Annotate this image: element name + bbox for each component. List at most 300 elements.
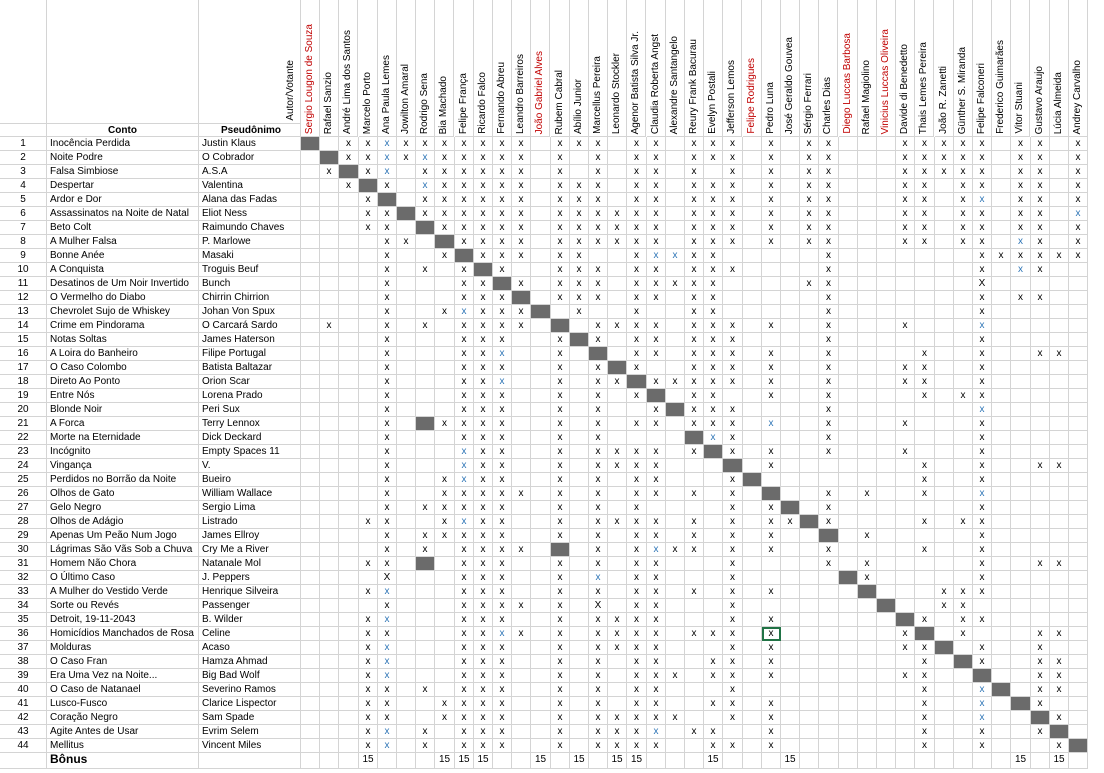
- conto-cell[interactable]: Coração Negro: [47, 711, 199, 725]
- vote-mark[interactable]: x: [685, 179, 704, 193]
- vote-mark[interactable]: x: [551, 655, 570, 669]
- vote-mark[interactable]: x: [704, 319, 723, 333]
- vote-cell[interactable]: [704, 641, 723, 655]
- vote-mark[interactable]: x: [455, 599, 474, 613]
- vote-mark-blue[interactable]: x: [455, 305, 474, 319]
- vote-mark[interactable]: x: [896, 165, 915, 179]
- vote-cell[interactable]: [762, 249, 781, 263]
- vote-cell[interactable]: [1050, 543, 1069, 557]
- vote-cell[interactable]: [1069, 641, 1088, 655]
- vote-cell[interactable]: [512, 669, 531, 683]
- author-own-cell[interactable]: [992, 683, 1011, 697]
- voter-header[interactable]: [819, 0, 838, 137]
- vote-cell[interactable]: [896, 515, 915, 529]
- vote-cell[interactable]: [685, 613, 704, 627]
- vote-cell[interactable]: [570, 655, 589, 669]
- vote-mark[interactable]: x: [762, 711, 781, 725]
- vote-cell[interactable]: [954, 529, 973, 543]
- vote-cell[interactable]: [1069, 669, 1088, 683]
- vote-cell[interactable]: [320, 459, 339, 473]
- vote-cell[interactable]: [397, 669, 416, 683]
- vote-cell[interactable]: [800, 375, 819, 389]
- vote-cell[interactable]: [1069, 319, 1088, 333]
- vote-cell[interactable]: [301, 473, 320, 487]
- vote-cell[interactable]: [800, 669, 819, 683]
- vote-cell[interactable]: [1050, 193, 1069, 207]
- vote-mark[interactable]: x: [455, 431, 474, 445]
- vote-mark[interactable]: x: [455, 739, 474, 753]
- column-header-pseudonimo[interactable]: Pseudônimo: [199, 124, 301, 137]
- vote-cell[interactable]: [359, 459, 378, 473]
- vote-cell[interactable]: [762, 473, 781, 487]
- vote-cell[interactable]: [954, 263, 973, 277]
- vote-cell[interactable]: [935, 249, 954, 263]
- vote-cell[interactable]: [743, 613, 762, 627]
- row-number[interactable]: 22: [0, 431, 47, 445]
- vote-cell[interactable]: [781, 333, 800, 347]
- vote-cell[interactable]: [397, 613, 416, 627]
- vote-cell[interactable]: [992, 403, 1011, 417]
- vote-mark[interactable]: x: [723, 235, 743, 249]
- vote-cell[interactable]: [1011, 445, 1031, 459]
- vote-cell[interactable]: [1011, 711, 1031, 725]
- vote-mark[interactable]: x: [359, 641, 378, 655]
- vote-cell[interactable]: [435, 669, 455, 683]
- vote-mark[interactable]: x: [915, 543, 935, 557]
- vote-mark[interactable]: x: [551, 585, 570, 599]
- vote-mark[interactable]: x: [378, 347, 397, 361]
- vote-mark[interactable]: x: [378, 221, 397, 235]
- vote-cell[interactable]: [570, 361, 589, 375]
- vote-cell[interactable]: [1069, 515, 1088, 529]
- vote-cell[interactable]: [531, 487, 551, 501]
- vote-mark[interactable]: x: [474, 655, 493, 669]
- vote-cell[interactable]: [800, 347, 819, 361]
- vote-mark[interactable]: x: [954, 235, 973, 249]
- vote-mark[interactable]: x: [666, 375, 685, 389]
- vote-mark[interactable]: x: [474, 277, 493, 291]
- vote-cell[interactable]: [954, 725, 973, 739]
- vote-mark[interactable]: x: [359, 627, 378, 641]
- vote-cell[interactable]: [992, 277, 1011, 291]
- vote-mark[interactable]: x: [378, 277, 397, 291]
- author-own-cell[interactable]: [551, 319, 570, 333]
- vote-cell[interactable]: [435, 585, 455, 599]
- vote-mark[interactable]: x: [551, 291, 570, 305]
- vote-cell[interactable]: [935, 501, 954, 515]
- vote-cell[interactable]: [570, 529, 589, 543]
- vote-cell[interactable]: [1069, 333, 1088, 347]
- vote-mark[interactable]: x: [627, 347, 647, 361]
- vote-mark-blue[interactable]: x: [973, 319, 992, 333]
- vote-mark[interactable]: x: [704, 305, 723, 319]
- vote-mark[interactable]: x: [973, 501, 992, 515]
- vote-mark[interactable]: x: [551, 459, 570, 473]
- vote-cell[interactable]: [839, 725, 858, 739]
- vote-mark[interactable]: x: [1031, 725, 1050, 739]
- vote-mark[interactable]: x: [1031, 137, 1050, 151]
- vote-mark[interactable]: x: [704, 235, 723, 249]
- vote-mark[interactable]: x: [1011, 179, 1031, 193]
- vote-cell[interactable]: [416, 627, 435, 641]
- vote-mark[interactable]: x: [435, 165, 455, 179]
- vote-mark[interactable]: x: [627, 179, 647, 193]
- vote-cell[interactable]: [992, 165, 1011, 179]
- voter-header[interactable]: [954, 0, 973, 137]
- vote-cell[interactable]: [762, 263, 781, 277]
- vote-mark[interactable]: x: [762, 697, 781, 711]
- vote-cell[interactable]: [839, 193, 858, 207]
- vote-mark[interactable]: x: [493, 599, 512, 613]
- vote-mark[interactable]: x: [378, 249, 397, 263]
- vote-cell[interactable]: [1011, 305, 1031, 319]
- vote-cell[interactable]: [915, 291, 935, 305]
- vote-mark[interactable]: x: [493, 501, 512, 515]
- bonus-total-cell[interactable]: [877, 753, 896, 769]
- vote-mark[interactable]: x: [723, 431, 743, 445]
- vote-cell[interactable]: [1031, 361, 1050, 375]
- vote-cell[interactable]: [743, 193, 762, 207]
- vote-mark[interactable]: x: [359, 193, 378, 207]
- vote-cell[interactable]: [800, 389, 819, 403]
- vote-mark[interactable]: x: [455, 277, 474, 291]
- vote-mark[interactable]: x: [474, 221, 493, 235]
- vote-cell[interactable]: [819, 599, 839, 613]
- vote-cell[interactable]: [743, 711, 762, 725]
- column-header-conto[interactable]: Conto: [47, 124, 199, 137]
- vote-cell[interactable]: [608, 431, 627, 445]
- vote-cell[interactable]: [359, 501, 378, 515]
- vote-cell[interactable]: [320, 375, 339, 389]
- vote-cell[interactable]: [877, 683, 896, 697]
- vote-mark[interactable]: x: [954, 627, 973, 641]
- vote-mark[interactable]: x: [474, 319, 493, 333]
- vote-cell[interactable]: [339, 263, 359, 277]
- vote-cell[interactable]: [339, 697, 359, 711]
- vote-cell[interactable]: [1069, 557, 1088, 571]
- pseudonimo-cell[interactable]: Passenger: [199, 599, 301, 613]
- vote-cell[interactable]: [839, 403, 858, 417]
- vote-cell[interactable]: [320, 613, 339, 627]
- author-own-cell[interactable]: [935, 641, 954, 655]
- vote-cell[interactable]: [896, 389, 915, 403]
- vote-mark[interactable]: x: [474, 529, 493, 543]
- vote-cell[interactable]: [589, 305, 608, 319]
- vote-cell[interactable]: [339, 725, 359, 739]
- vote-cell[interactable]: [359, 319, 378, 333]
- vote-mark[interactable]: x: [627, 319, 647, 333]
- vote-cell[interactable]: [800, 319, 819, 333]
- vote-mark[interactable]: x: [954, 585, 973, 599]
- vote-cell[interactable]: [992, 501, 1011, 515]
- vote-cell[interactable]: [397, 389, 416, 403]
- vote-mark[interactable]: x: [493, 557, 512, 571]
- vote-mark[interactable]: x: [1069, 235, 1088, 249]
- vote-cell[interactable]: [531, 179, 551, 193]
- vote-cell[interactable]: [320, 515, 339, 529]
- vote-cell[interactable]: [781, 417, 800, 431]
- vote-cell[interactable]: [839, 529, 858, 543]
- voter-header[interactable]: [666, 0, 685, 137]
- vote-mark[interactable]: x: [723, 165, 743, 179]
- row-number[interactable]: 10: [0, 263, 47, 277]
- vote-cell[interactable]: [915, 333, 935, 347]
- vote-mark[interactable]: x: [762, 389, 781, 403]
- vote-cell[interactable]: [877, 347, 896, 361]
- vote-cell[interactable]: [397, 277, 416, 291]
- vote-cell[interactable]: [339, 221, 359, 235]
- vote-mark[interactable]: x: [551, 627, 570, 641]
- vote-cell[interactable]: [320, 557, 339, 571]
- vote-cell[interactable]: [762, 557, 781, 571]
- vote-cell[interactable]: [877, 151, 896, 165]
- vote-cell[interactable]: [1031, 501, 1050, 515]
- vote-mark[interactable]: x: [723, 571, 743, 585]
- vote-cell[interactable]: [608, 137, 627, 151]
- vote-mark[interactable]: x: [915, 459, 935, 473]
- vote-cell[interactable]: [608, 683, 627, 697]
- vote-cell[interactable]: [743, 501, 762, 515]
- vote-cell[interactable]: [954, 375, 973, 389]
- vote-cell[interactable]: [320, 249, 339, 263]
- vote-mark[interactable]: x: [800, 207, 819, 221]
- vote-mark[interactable]: x: [493, 333, 512, 347]
- vote-mark[interactable]: x: [685, 417, 704, 431]
- vote-cell[interactable]: [781, 557, 800, 571]
- vote-mark[interactable]: x: [455, 347, 474, 361]
- vote-cell[interactable]: [781, 137, 800, 151]
- vote-cell[interactable]: [896, 599, 915, 613]
- vote-cell[interactable]: [992, 473, 1011, 487]
- vote-cell[interactable]: [896, 683, 915, 697]
- vote-mark[interactable]: x: [512, 179, 531, 193]
- vote-cell[interactable]: [877, 221, 896, 235]
- vote-mark[interactable]: x: [416, 725, 435, 739]
- vote-cell[interactable]: [877, 193, 896, 207]
- vote-cell[interactable]: [301, 165, 320, 179]
- vote-cell[interactable]: [301, 571, 320, 585]
- vote-cell[interactable]: [839, 697, 858, 711]
- vote-cell[interactable]: [992, 739, 1011, 753]
- vote-cell[interactable]: [935, 389, 954, 403]
- vote-cell[interactable]: [512, 739, 531, 753]
- vote-mark[interactable]: x: [551, 515, 570, 529]
- vote-cell[interactable]: [608, 389, 627, 403]
- voter-header[interactable]: [743, 0, 762, 137]
- vote-mark[interactable]: x: [455, 207, 474, 221]
- vote-cell[interactable]: [512, 501, 531, 515]
- bonus-total-cell[interactable]: [973, 753, 992, 769]
- vote-cell[interactable]: [531, 235, 551, 249]
- vote-mark[interactable]: x: [723, 221, 743, 235]
- row-number[interactable]: 34: [0, 599, 47, 613]
- vote-cell[interactable]: [570, 459, 589, 473]
- vote-mark[interactable]: x: [589, 515, 608, 529]
- vote-cell[interactable]: [704, 571, 723, 585]
- vote-cell[interactable]: [935, 459, 954, 473]
- vote-cell[interactable]: [666, 137, 685, 151]
- vote-mark[interactable]: x: [474, 249, 493, 263]
- vote-mark-blue[interactable]: x: [973, 711, 992, 725]
- vote-cell[interactable]: [1069, 291, 1088, 305]
- vote-cell[interactable]: [1011, 277, 1031, 291]
- vote-mark[interactable]: x: [704, 249, 723, 263]
- vote-mark[interactable]: x: [762, 319, 781, 333]
- vote-mark[interactable]: x: [570, 291, 589, 305]
- conto-cell[interactable]: Beto Colt: [47, 221, 199, 235]
- vote-cell[interactable]: [301, 655, 320, 669]
- vote-cell[interactable]: [704, 613, 723, 627]
- vote-cell[interactable]: [397, 655, 416, 669]
- vote-cell[interactable]: [858, 137, 877, 151]
- vote-cell[interactable]: [685, 739, 704, 753]
- vote-mark[interactable]: x: [455, 165, 474, 179]
- vote-mark[interactable]: x: [627, 445, 647, 459]
- vote-mark[interactable]: x: [378, 697, 397, 711]
- vote-cell[interactable]: [339, 193, 359, 207]
- vote-cell[interactable]: [1069, 263, 1088, 277]
- vote-mark[interactable]: x: [723, 473, 743, 487]
- vote-mark[interactable]: x: [589, 585, 608, 599]
- vote-cell[interactable]: [954, 249, 973, 263]
- vote-cell[interactable]: [839, 221, 858, 235]
- vote-mark-blue[interactable]: x: [973, 403, 992, 417]
- vote-mark[interactable]: x: [493, 571, 512, 585]
- vote-mark[interactable]: x: [589, 137, 608, 151]
- vote-cell[interactable]: [704, 473, 723, 487]
- vote-cell[interactable]: [320, 599, 339, 613]
- author-own-cell[interactable]: [877, 599, 896, 613]
- vote-cell[interactable]: [839, 389, 858, 403]
- vote-mark[interactable]: x: [474, 585, 493, 599]
- vote-cell[interactable]: [877, 389, 896, 403]
- vote-mark[interactable]: x: [704, 697, 723, 711]
- vote-cell[interactable]: [608, 697, 627, 711]
- vote-cell[interactable]: [800, 725, 819, 739]
- vote-cell[interactable]: [397, 249, 416, 263]
- vote-mark[interactable]: x: [474, 669, 493, 683]
- author-own-cell[interactable]: [647, 389, 666, 403]
- vote-cell[interactable]: [743, 347, 762, 361]
- vote-mark[interactable]: x: [589, 473, 608, 487]
- vote-cell[interactable]: [935, 515, 954, 529]
- vote-cell[interactable]: [781, 305, 800, 319]
- voter-header[interactable]: [397, 0, 416, 137]
- vote-mark[interactable]: X: [378, 571, 397, 585]
- vote-cell[interactable]: [877, 613, 896, 627]
- vote-mark[interactable]: x: [647, 641, 666, 655]
- vote-cell[interactable]: [666, 557, 685, 571]
- vote-cell[interactable]: [666, 739, 685, 753]
- vote-mark[interactable]: x: [435, 137, 455, 151]
- row-number[interactable]: 16: [0, 347, 47, 361]
- vote-cell[interactable]: [896, 571, 915, 585]
- vote-mark-blue[interactable]: x: [416, 179, 435, 193]
- vote-cell[interactable]: [397, 221, 416, 235]
- vote-cell[interactable]: [339, 305, 359, 319]
- vote-cell[interactable]: [301, 557, 320, 571]
- vote-cell[interactable]: [531, 571, 551, 585]
- vote-mark[interactable]: x: [378, 599, 397, 613]
- vote-cell[interactable]: [320, 207, 339, 221]
- vote-mark[interactable]: x: [359, 221, 378, 235]
- vote-mark-blue[interactable]: x: [973, 193, 992, 207]
- vote-cell[interactable]: [359, 487, 378, 501]
- vote-cell[interactable]: [1069, 697, 1088, 711]
- vote-cell[interactable]: [1011, 641, 1031, 655]
- vote-mark[interactable]: x: [1050, 739, 1069, 753]
- author-own-cell[interactable]: [723, 459, 743, 473]
- vote-mark[interactable]: x: [474, 305, 493, 319]
- vote-cell[interactable]: [339, 501, 359, 515]
- vote-cell[interactable]: [339, 529, 359, 543]
- vote-cell[interactable]: [570, 543, 589, 557]
- vote-mark[interactable]: x: [1031, 235, 1050, 249]
- vote-mark[interactable]: x: [416, 137, 435, 151]
- vote-cell[interactable]: [397, 571, 416, 585]
- vote-cell[interactable]: [589, 249, 608, 263]
- pseudonimo-cell[interactable]: Acaso: [199, 641, 301, 655]
- vote-mark[interactable]: x: [608, 375, 627, 389]
- conto-cell[interactable]: Homicídios Manchados de Rosa: [47, 627, 199, 641]
- vote-cell[interactable]: [570, 683, 589, 697]
- vote-cell[interactable]: [551, 305, 570, 319]
- vote-cell[interactable]: [416, 277, 435, 291]
- vote-cell[interactable]: [627, 431, 647, 445]
- vote-mark[interactable]: x: [455, 655, 474, 669]
- vote-mark[interactable]: x: [570, 263, 589, 277]
- vote-cell[interactable]: [915, 557, 935, 571]
- vote-mark[interactable]: x: [493, 725, 512, 739]
- vote-cell[interactable]: [1069, 571, 1088, 585]
- row-number[interactable]: 23: [0, 445, 47, 459]
- vote-cell[interactable]: [416, 361, 435, 375]
- vote-cell[interactable]: [531, 557, 551, 571]
- vote-mark-blue[interactable]: x: [378, 739, 397, 753]
- vote-cell[interactable]: [743, 263, 762, 277]
- vote-mark[interactable]: x: [455, 613, 474, 627]
- vote-mark[interactable]: x: [474, 739, 493, 753]
- vote-cell[interactable]: [608, 487, 627, 501]
- vote-mark[interactable]: x: [551, 501, 570, 515]
- vote-cell[interactable]: [954, 711, 973, 725]
- vote-mark[interactable]: x: [973, 179, 992, 193]
- vote-cell[interactable]: [743, 137, 762, 151]
- vote-cell[interactable]: [896, 305, 915, 319]
- vote-mark[interactable]: x: [359, 725, 378, 739]
- vote-mark[interactable]: x: [896, 319, 915, 333]
- vote-cell[interactable]: [839, 501, 858, 515]
- vote-cell[interactable]: [839, 641, 858, 655]
- vote-mark[interactable]: x: [762, 543, 781, 557]
- vote-mark[interactable]: x: [819, 375, 839, 389]
- voter-header[interactable]: [1050, 0, 1069, 137]
- vote-cell[interactable]: [743, 557, 762, 571]
- vote-mark[interactable]: x: [954, 137, 973, 151]
- pseudonimo-cell[interactable]: Sam Spade: [199, 711, 301, 725]
- voter-header[interactable]: [551, 0, 570, 137]
- vote-cell[interactable]: [416, 697, 435, 711]
- vote-mark[interactable]: x: [800, 137, 819, 151]
- vote-cell[interactable]: [1011, 361, 1031, 375]
- vote-mark[interactable]: x: [474, 543, 493, 557]
- vote-mark[interactable]: x: [685, 529, 704, 543]
- vote-mark[interactable]: x: [647, 557, 666, 571]
- vote-cell[interactable]: [608, 263, 627, 277]
- vote-cell[interactable]: [781, 739, 800, 753]
- vote-cell[interactable]: [877, 725, 896, 739]
- vote-mark[interactable]: x: [570, 277, 589, 291]
